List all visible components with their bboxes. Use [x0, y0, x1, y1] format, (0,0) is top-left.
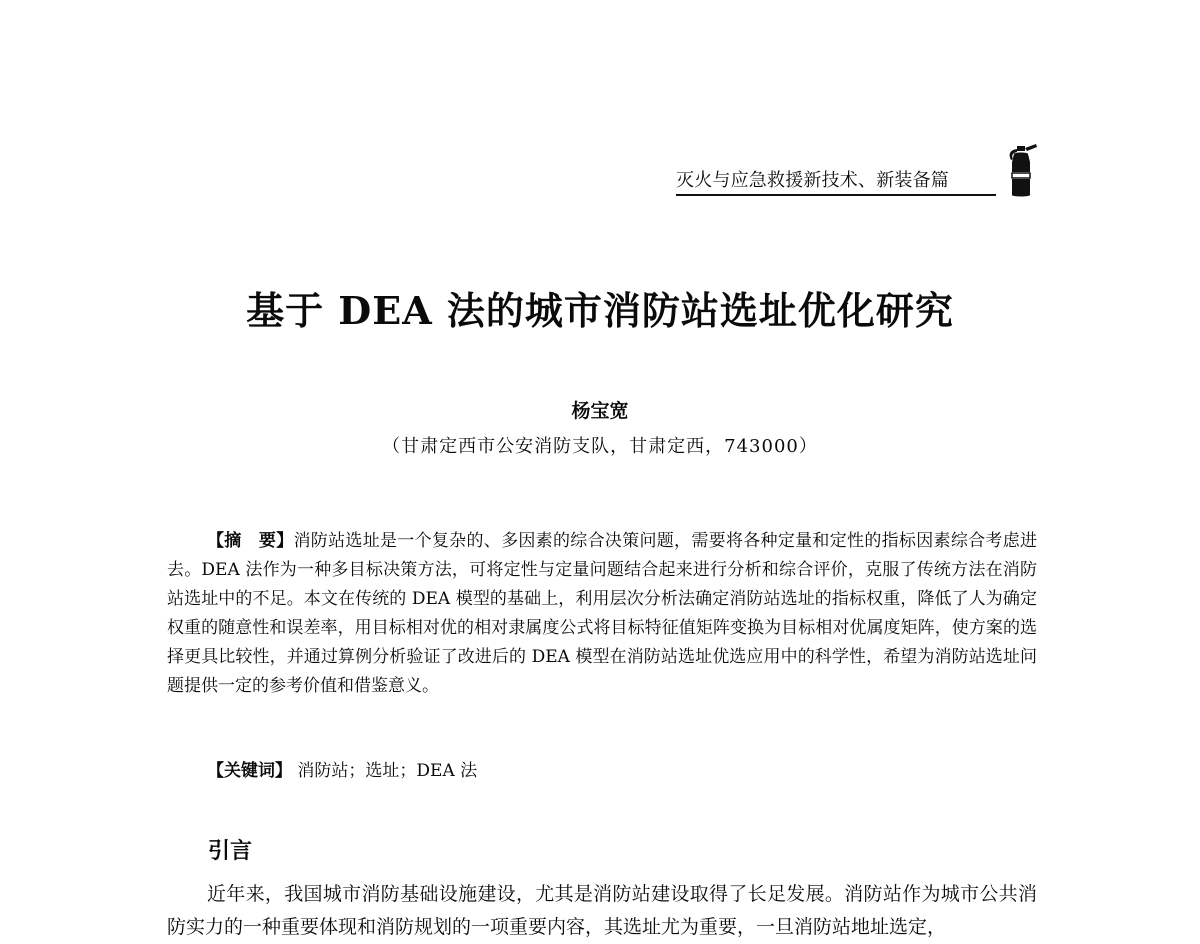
intro-paragraph: 近年来，我国城市消防基础设施建设，尤其是消防站建设取得了长足发展。消防站作为城市公共消防实力的一种重要体现和消防规划的一项重要内容，其选址尤为重要，一旦消防站地址选定，: [167, 883, 1037, 938]
paper-title: 基于 DEA 法的城市消防站选址优化研究: [246, 288, 954, 333]
keywords-text: 消防站；选址；DEA 法: [297, 761, 478, 781]
author-affiliation: （甘肃定西市公安消防支队，甘肃定西，743000）: [382, 436, 818, 457]
keywords-line: [207, 756, 477, 781]
running-header: 灭火与应急救援新技术、新装备篇: [676, 166, 996, 196]
section-heading: 引言: [208, 839, 253, 864]
abstract-text: 消防站选址是一个复杂的、多因素的综合决策问题，需要将各种定量和定性的指标因素综合考虑进去。DEA 法作为一种多目标决策方法，可将定性与定量问题结合起来进行分析和综合评价，克服了传统方法在消防站选址中的不足。本文在传统的 DEA 模型的基础上，利用层次分析法确定消防站选址的指标权重，降低了人为确定权重的随意性和误差率，用目标相对优的相对隶属度公式将目标特征值矩阵变换为目标相对优属度矩阵，使方案的选择更具比较性，并通过算例分析验证了改进后的 DEA 模型在消防站选址优选应用中的科学性，希望为消防站选址问题提供一定的参考价值和借鉴意义。: [167, 531, 1038, 696]
keywords-label: 【关键词】: [207, 761, 292, 781]
abstract-paragraph: [167, 527, 1037, 701]
fire-extinguisher-icon: [1005, 142, 1039, 198]
abstract-label: 【摘 要】: [207, 531, 294, 551]
author-name: 杨宝宽: [571, 400, 629, 422]
